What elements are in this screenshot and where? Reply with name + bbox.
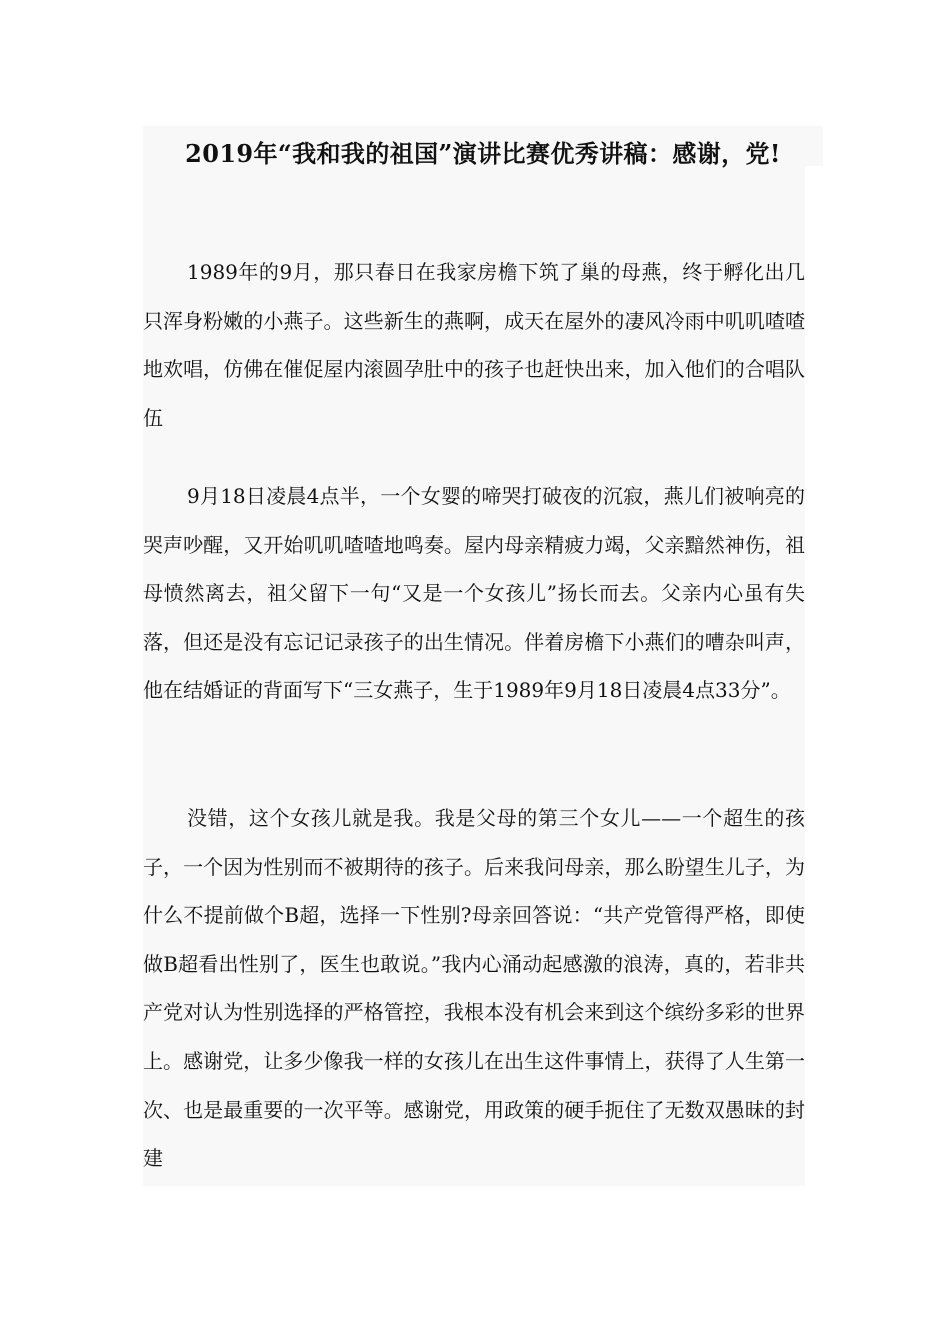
- document-title: 2019年“我和我的祖国”演讲比赛优秀讲稿：感谢，党!: [185, 139, 781, 168]
- paragraph-2: 9月18日凌晨4点半，一个女婴的啼哭打破夜的沉寂，燕儿们被响亮的哭声吵醒，又开始叽叽喳喳地鸣奏。屋内母亲精疲力竭，父亲黯然神伤，祖母愤然离去，祖父留下一句“又是一个女孩儿”扬长而去。父亲内心虽有失落，但还是没有忘记记录孩子的出生情况。伴着房檐下小燕们的嘈杂叫声，他在结婚证的背面写下“三女燕子，生于1989年9月18日凌晨4点33分”。: [143, 484, 805, 703]
- paragraph-1: 1989年的9月，那只春日在我家房檐下筑了巢的母燕，终于孵化出几只浑身粉嫩的小燕子。这些新生的燕啊，成天在屋外的凄风冷雨中叽叽喳喳地欢唱，仿佛在催促屋内滚圆孕肚中的孩子也赶快出来，加入他们的合唱队伍: [143, 260, 805, 430]
- paragraph-3: 没错，这个女孩儿就是我。我是父母的第三个女儿——一个超生的孩子，一个因为性别而不被期待的孩子。后来我问母亲，那么盼望生儿子，为什么不提前做个B超，选择一下性别?母亲回答说：“共产党管得严格，即使做B超看出性别了，医生也敢说。”我内心涌动起感激的浪涛，真的，若非共产党对认为性别选择的严格管控，我根本没有机会来到这个缤纷多彩的世界上。感谢党，让多少像我一样的女孩儿在出生这件事情上，获得了人生第一次、也是最重要的一次平等。感谢党，用政策的硬手扼住了无数双愚昧的封建: [143, 806, 805, 1171]
